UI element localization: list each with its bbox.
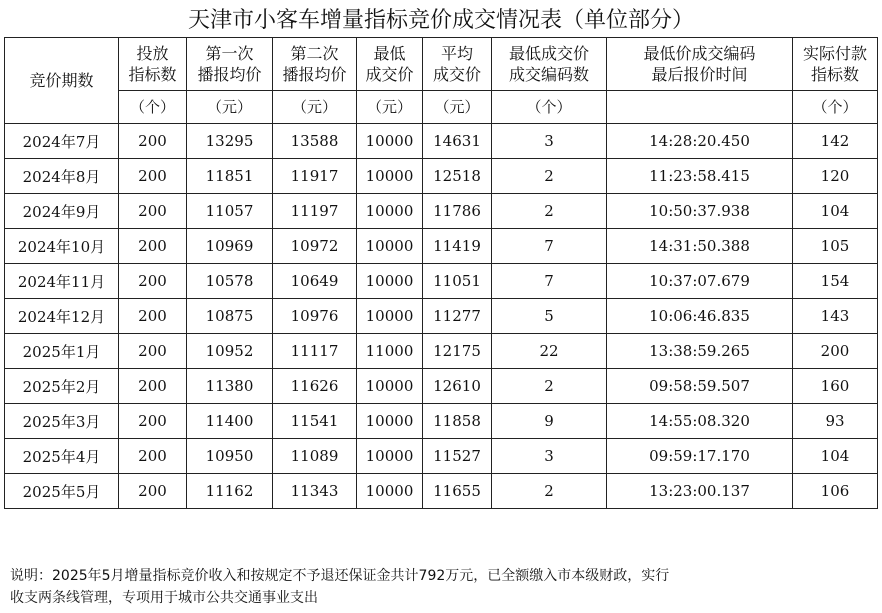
table-row [5,474,878,509]
cell-second-avg: 11626 [273,369,357,404]
table-row [5,299,878,334]
unit-quota: （个） [119,91,187,124]
cell-avg-price: 11527 [423,439,492,474]
header-line1: 最低 [373,44,406,63]
cell-quota: 200 [119,264,187,299]
cell-paid: 104 [793,439,878,474]
header-line1: 第一次 [205,44,254,63]
cell-last-time: 13:23:00.137 [607,474,793,509]
header-line2: 播报均价 [197,65,262,84]
cell-avg-price: 11051 [423,264,492,299]
cell-quota: 200 [119,404,187,439]
header-line2: 成交价 [365,65,414,84]
cell-avg-price: 12518 [423,159,492,194]
header-line2: 最后报价时间 [651,65,748,84]
cell-quota: 200 [119,439,187,474]
cell-second-avg: 11117 [273,334,357,369]
cell-paid: 143 [793,299,878,334]
column-header-second-avg [273,38,357,91]
unit-row [5,91,878,124]
header-line1: 实际付款 [802,44,867,63]
cell-period: 2025年3月 [5,404,119,439]
footnote [10,565,876,609]
cell-avg-price: 12175 [423,334,492,369]
column-header-min-price [357,38,423,91]
cell-second-avg: 13588 [273,124,357,159]
cell-period: 2024年11月 [5,264,119,299]
cell-period: 2024年7月 [5,124,119,159]
column-header-quota [119,38,187,91]
cell-second-avg: 11917 [273,159,357,194]
cell-paid: 104 [793,194,878,229]
table-row [5,334,878,369]
cell-min-price: 10000 [357,124,423,159]
cell-avg-price: 14631 [423,124,492,159]
cell-paid: 200 [793,334,878,369]
cell-min-price: 11000 [357,334,423,369]
cell-period: 2024年10月 [5,229,119,264]
table-row [5,229,878,264]
cell-min-count: 7 [492,229,607,264]
cell-min-count: 2 [492,474,607,509]
cell-min-count: 5 [492,299,607,334]
cell-avg-price: 11786 [423,194,492,229]
cell-first-avg: 10950 [187,439,273,474]
cell-min-count: 22 [492,334,607,369]
cell-min-price: 10000 [357,159,423,194]
cell-first-avg: 11400 [187,404,273,439]
column-header-last-time [607,38,793,91]
column-header-paid [793,38,878,91]
cell-second-avg: 10972 [273,229,357,264]
cell-quota: 200 [119,124,187,159]
cell-quota: 200 [119,299,187,334]
cell-last-time: 14:55:08.320 [607,404,793,439]
unit-avg-price: （元） [423,91,492,124]
cell-quota: 200 [119,159,187,194]
footnote-line: 说明：2025年5月增量指标竞价收入和按规定不予退还保证金共计792万元，已全额缴入市本级财政，实行 [10,568,670,584]
cell-last-time: 10:06:46.835 [607,299,793,334]
cell-min-price: 10000 [357,299,423,334]
column-header-avg-price [423,38,492,91]
cell-last-time: 14:28:20.450 [607,124,793,159]
cell-min-count: 2 [492,159,607,194]
cell-last-time: 10:37:07.679 [607,264,793,299]
cell-first-avg: 11057 [187,194,273,229]
column-header-first-avg [187,38,273,91]
cell-quota: 200 [119,474,187,509]
cell-avg-price: 11858 [423,404,492,439]
cell-period: 2025年2月 [5,369,119,404]
cell-avg-price: 11277 [423,299,492,334]
table-row [5,439,878,474]
header-line1: 最低成交价 [508,44,589,63]
cell-last-time: 14:31:50.388 [607,229,793,264]
unit-last-time [607,91,793,124]
unit-second-avg: （元） [273,91,357,124]
header-line1: 平均 [440,44,473,63]
unit-first-avg: （元） [187,91,273,124]
table-row [5,369,878,404]
table-row [5,264,878,299]
cell-quota: 200 [119,334,187,369]
unit-min-price: （元） [357,91,423,124]
cell-second-avg: 11089 [273,439,357,474]
cell-first-avg: 13295 [187,124,273,159]
header-line2: 指标数 [128,65,177,84]
unit-min-count: （个） [492,91,607,124]
header-line1: 最低价成交编码 [643,44,756,63]
header-line2: 成交编码数 [508,65,589,84]
cell-first-avg: 11162 [187,474,273,509]
cell-min-price: 10000 [357,194,423,229]
header-row [5,38,878,91]
cell-period: 2025年1月 [5,334,119,369]
cell-period: 2024年8月 [5,159,119,194]
cell-period: 2025年4月 [5,439,119,474]
cell-paid: 120 [793,159,878,194]
header-line1: 投放 [136,44,169,63]
header-line2: 指标数 [810,65,859,84]
unit-paid: （个） [793,91,878,124]
cell-paid: 154 [793,264,878,299]
cell-first-avg: 11380 [187,369,273,404]
table-row [5,194,878,229]
cell-second-avg: 11541 [273,404,357,439]
footnote-line: 收支两条线管理，专项用于城市公共交通事业支出 [10,590,318,606]
cell-first-avg: 10578 [187,264,273,299]
cell-second-avg: 10649 [273,264,357,299]
cell-quota: 200 [119,369,187,404]
header-line1: 第二次 [290,44,339,63]
cell-first-avg: 11851 [187,159,273,194]
cell-last-time: 09:59:17.170 [607,439,793,474]
table-row [5,124,878,159]
cell-min-price: 10000 [357,369,423,404]
cell-last-time: 13:38:59.265 [607,334,793,369]
table-row [5,404,878,439]
cell-min-count: 3 [492,439,607,474]
cell-min-count: 7 [492,264,607,299]
cell-second-avg: 11343 [273,474,357,509]
header-line2: 播报均价 [282,65,347,84]
cell-paid: 160 [793,369,878,404]
cell-min-price: 10000 [357,404,423,439]
cell-quota: 200 [119,229,187,264]
period-header [5,38,119,124]
cell-first-avg: 10952 [187,334,273,369]
cell-paid: 106 [793,474,878,509]
cell-last-time: 09:58:59.507 [607,369,793,404]
cell-min-count: 2 [492,194,607,229]
cell-last-time: 11:23:58.415 [607,159,793,194]
cell-min-count: 3 [492,124,607,159]
table-body [5,124,878,509]
cell-min-price: 10000 [357,229,423,264]
period-header-label: 竞价期数 [29,71,94,90]
cell-min-price: 10000 [357,264,423,299]
cell-min-count: 9 [492,404,607,439]
column-header-min-count [492,38,607,91]
cell-min-count: 2 [492,369,607,404]
page-title: 天津市小客车增量指标竞价成交情况表（单位部分） [187,8,694,33]
cell-quota: 200 [119,194,187,229]
cell-avg-price: 11419 [423,229,492,264]
auction-results-table [4,37,878,509]
cell-first-avg: 10875 [187,299,273,334]
table-row [5,159,878,194]
cell-last-time: 10:50:37.938 [607,194,793,229]
cell-period: 2024年12月 [5,299,119,334]
cell-second-avg: 11197 [273,194,357,229]
cell-period: 2025年5月 [5,474,119,509]
cell-avg-price: 12610 [423,369,492,404]
header-line2: 成交价 [432,65,481,84]
cell-paid: 93 [793,404,878,439]
cell-first-avg: 10969 [187,229,273,264]
cell-paid: 142 [793,124,878,159]
cell-min-price: 10000 [357,474,423,509]
cell-avg-price: 11655 [423,474,492,509]
cell-min-price: 10000 [357,439,423,474]
cell-period: 2024年9月 [5,194,119,229]
cell-second-avg: 10976 [273,299,357,334]
cell-paid: 105 [793,229,878,264]
